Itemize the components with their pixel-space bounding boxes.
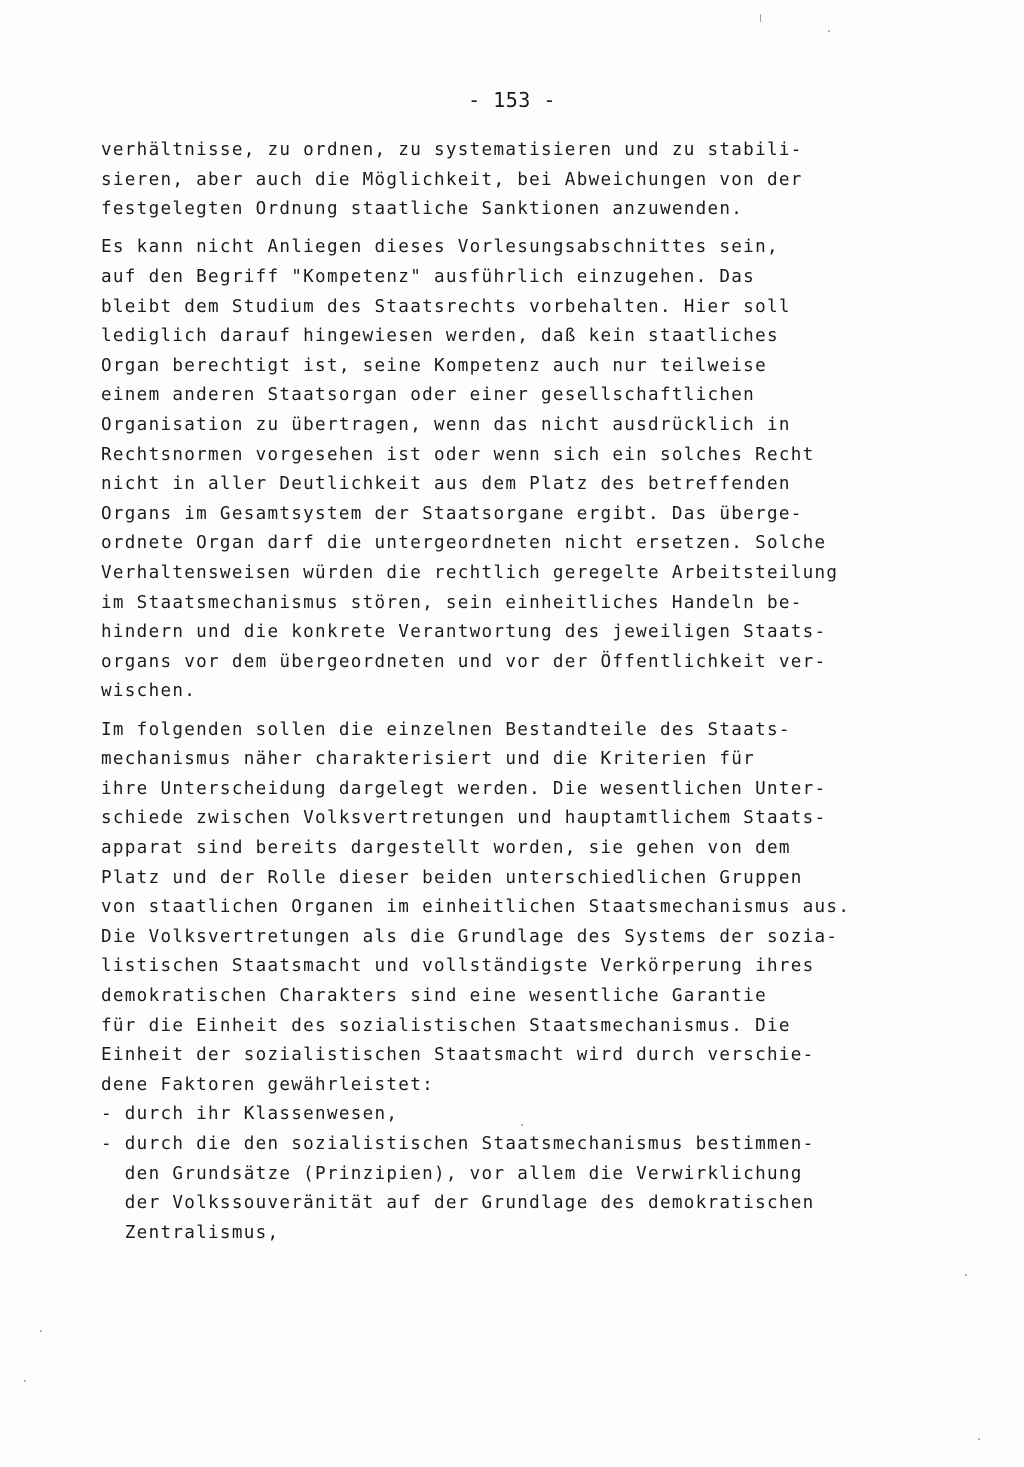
text-line: der Volkssouveränität auf der Grundlage des demokratischen <box>101 1193 815 1214</box>
text-line: einem anderen Staatsorgan oder einer gesellschaftlichen <box>101 385 756 406</box>
scan-speck <box>965 1274 967 1276</box>
text-line: Organs im Gesamtsystem der Staatsorgane ergibt. Das überge- <box>101 503 803 524</box>
text-line: Rechtsnormen vorgesehen ist oder wenn sich ein solches Recht <box>101 444 815 465</box>
text-line: Verhaltensweisen würden die rechtlich geregelte Arbeitsteilung <box>101 563 839 583</box>
paragraph-3 <box>101 716 871 1101</box>
paragraph-2 <box>101 233 871 707</box>
text-line: dene Faktoren gewährleistet: <box>101 1074 434 1095</box>
text-line: schiede zwischen Volksvertretungen und hauptamtlichem Staats- <box>101 808 827 829</box>
list-item <box>101 1130 871 1248</box>
text-line: von staatlichen Organen im einheitlichen Staatsmechanismus aus. <box>101 897 851 918</box>
text-line: im Staatsmechanismus stören, sein einheitliches Handeln be- <box>101 592 803 613</box>
text-line: lediglich darauf hingewiesen werden, daß kein staatliches <box>101 326 779 347</box>
text-line: wischen. <box>101 681 197 702</box>
body-text <box>101 136 871 1248</box>
factor-list <box>101 1100 871 1248</box>
text-line: organs vor dem übergeordneten und vor der Öffentlichkeit ver- <box>101 651 827 672</box>
scan-speck <box>521 1124 523 1126</box>
paragraph-1 <box>101 136 871 225</box>
text-line: Die Volksvertretungen als die Grundlage des Systems der sozia- <box>101 926 839 947</box>
text-line: Im folgenden sollen die einzelnen Bestandteile des Staats- <box>101 719 791 740</box>
scan-speck <box>978 1438 980 1440</box>
text-line: apparat sind bereits dargestellt worden, sie gehen von dem <box>101 838 791 859</box>
scan-speck <box>760 14 761 22</box>
text-line: festgelegten Ordnung staatliche Sanktionen anzuwenden. <box>101 199 744 220</box>
text-line: - durch die den sozialistischen Staatsmechanismus bestimmen- <box>101 1133 815 1154</box>
text-line: Platz und der Rolle dieser beiden unterschiedlichen Gruppen <box>101 867 803 888</box>
text-line: mechanismus näher charakterisiert und die Kriterien für <box>101 749 756 770</box>
text-line: Einheit der sozialistischen Staatsmacht wird durch verschie- <box>101 1045 815 1066</box>
text-line: Organ berechtigt ist, seine Kompetenz auch nur teilweise <box>101 355 767 376</box>
text-line: nicht in aller Deutlichkeit aus dem Platz des betreffenden <box>101 474 791 495</box>
list-item <box>101 1100 871 1130</box>
text-line: auf den Begriff "Kompetenz" ausführlich einzugehen. Das <box>101 267 756 288</box>
text-line: demokratischen Charakters sind eine wesentliche Garantie <box>101 986 767 1006</box>
text-line: den Grundsätze (Prinzipien), vor allem die Verwirklichung <box>101 1163 803 1184</box>
text-line: listischen Staatsmacht und vollständigste Verkörperung ihres <box>101 956 815 977</box>
text-line: - durch ihr Klassenwesen, <box>101 1104 399 1125</box>
text-line: sieren, aber auch die Möglichkeit, bei Abweichungen von der <box>101 169 803 190</box>
text-line: ordnete Organ darf die untergeordneten nicht ersetzen. Solche <box>101 533 827 554</box>
text-line: für die Einheit des sozialistischen Staatsmechanismus. Die <box>101 1015 791 1036</box>
text-line: bleibt dem Studium des Staatsrechts vorbehalten. Hier soll <box>101 296 791 317</box>
text-line: verhältnisse, zu ordnen, zu systematisieren und zu stabili- <box>101 140 803 160</box>
text-line: Es kann nicht Anliegen dieses Vorlesungsabschnittes sein, <box>101 237 779 258</box>
page-number: - 153 - <box>468 88 556 112</box>
text-line: Zentralismus, <box>101 1222 280 1243</box>
text-line: hindern und die konkrete Verantwortung des jeweiligen Staats- <box>101 622 827 643</box>
scan-speck <box>24 1380 26 1382</box>
scan-speck <box>40 1330 42 1332</box>
scan-speck <box>828 30 830 32</box>
text-line: ihre Unterscheidung dargelegt werden. Die wesentlichen Unter- <box>101 778 827 799</box>
text-line: Organisation zu übertragen, wenn das nicht ausdrücklich in <box>101 415 791 436</box>
